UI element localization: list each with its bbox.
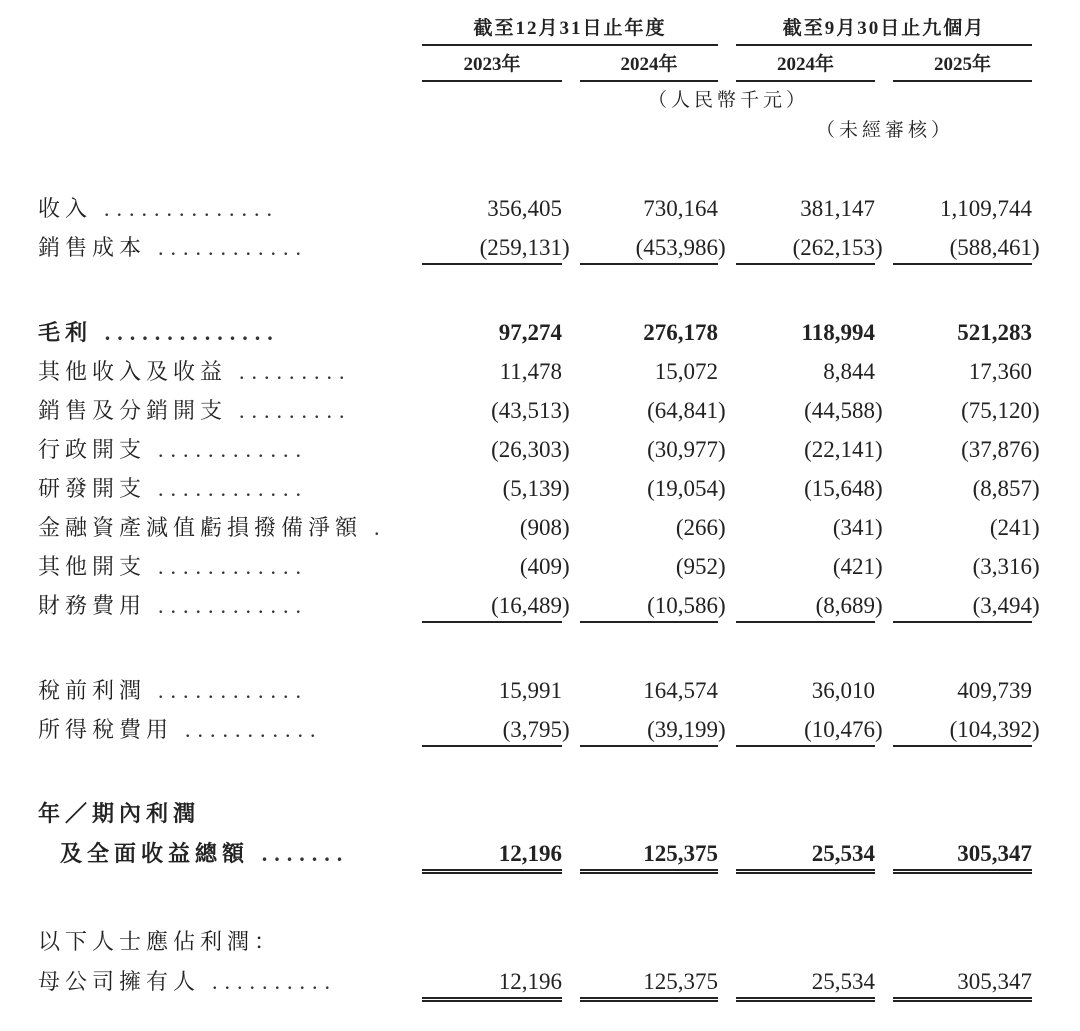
value-2024-full: 164,574 <box>643 678 718 703</box>
value-2023: 97,274 <box>498 320 562 345</box>
value-2024-9m: (22,141 <box>804 437 875 462</box>
value-2024-9m: (262,153 <box>736 233 875 265</box>
value-2023: 15,991 <box>498 678 562 703</box>
value-2024-full: (952 <box>675 554 718 579</box>
table-row-attributable-heading <box>0 928 1080 962</box>
table-row-rnd-expenses <box>0 474 1080 508</box>
close-paren: ) <box>718 593 726 618</box>
value-2025-9m: (37,876 <box>961 437 1032 462</box>
table-row-other-expenses <box>0 552 1080 586</box>
value-2024-full: (19,054 <box>647 476 718 501</box>
row-label: 行政開支 ............ <box>38 437 309 463</box>
value-2025-9m: (104,392 <box>893 715 1032 747</box>
value-2025-9m: 305,347 <box>893 967 1032 1002</box>
close-paren: ) <box>718 476 726 501</box>
close-paren: ) <box>875 235 883 260</box>
value-2023: 11,478 <box>499 359 562 384</box>
value-2024-9m: (421 <box>832 554 875 579</box>
value-2024-full: (30,977 <box>647 437 718 462</box>
unaudited-note: （未經審核） <box>816 120 955 141</box>
value-2024-full: 730,164 <box>643 196 718 221</box>
table-row-total-comprehensive-income <box>0 839 1080 873</box>
value-2025-9m: 409,739 <box>957 678 1032 703</box>
close-paren: ) <box>562 717 570 742</box>
value-2024-9m: (44,588 <box>804 398 875 423</box>
header-year-2024-full: 2024年 <box>580 54 718 82</box>
row-label: 財務費用 ............ <box>38 593 309 619</box>
value-2024-9m: (8,689 <box>736 591 875 623</box>
close-paren: ) <box>562 235 570 260</box>
table-row-revenue <box>0 194 1080 228</box>
row-label: 其他收入及收益 ......... <box>38 359 352 385</box>
row-label: 其他開支 ............ <box>38 554 309 580</box>
header-year-2024-9m: 2024年 <box>736 54 875 82</box>
table-row-income-tax <box>0 715 1080 749</box>
value-2024-full: (453,986 <box>580 233 718 265</box>
close-paren: ) <box>718 515 726 540</box>
table-row-other-income <box>0 357 1080 391</box>
value-2023: 356,405 <box>487 196 562 221</box>
close-paren: ) <box>1032 437 1040 462</box>
value-2023: (259,131 <box>422 233 562 265</box>
header-year-2025-9m: 2025年 <box>893 54 1032 82</box>
value-2024-9m: 36,010 <box>811 678 875 703</box>
value-2023: (3,795 <box>422 715 562 747</box>
close-paren: ) <box>1032 398 1040 423</box>
close-paren: ) <box>875 476 883 501</box>
row-label: 研發開支 ............ <box>38 476 309 502</box>
value-2023: (43,513 <box>491 398 562 423</box>
close-paren: ) <box>1032 717 1040 742</box>
value-2025-9m: (3,494 <box>893 591 1032 623</box>
row-label: 銷售及分銷開支 ......... <box>38 398 352 424</box>
value-2024-full: 125,375 <box>580 967 718 1002</box>
value-2024-full: (39,199 <box>580 715 718 747</box>
close-paren: ) <box>875 398 883 423</box>
value-2024-9m: (341 <box>832 515 875 540</box>
table-row-owners-of-parent <box>0 967 1080 1001</box>
close-paren: ) <box>718 554 726 579</box>
value-2023: (908 <box>519 515 562 540</box>
value-2025-9m: 305,347 <box>893 839 1032 874</box>
value-2024-9m: (15,648 <box>804 476 875 501</box>
value-2023: (26,303 <box>491 437 562 462</box>
value-2024-9m: 25,534 <box>736 967 875 1002</box>
header-year-2023: 2023年 <box>422 54 562 82</box>
currency-note: （人民幣千元） <box>648 90 810 111</box>
close-paren: ) <box>718 437 726 462</box>
row-label: 母公司擁有人 .......... <box>38 969 338 995</box>
close-paren: ) <box>562 554 570 579</box>
close-paren: ) <box>875 515 883 540</box>
value-2024-9m: 8,844 <box>823 359 875 384</box>
row-label: 以下人士應佔利潤： <box>38 930 282 955</box>
close-paren: ) <box>875 593 883 618</box>
value-2024-9m: 25,534 <box>736 839 875 874</box>
close-paren: ) <box>562 515 570 540</box>
table-row-selling-distribution <box>0 396 1080 430</box>
value-2023: (16,489 <box>422 591 562 623</box>
row-label: 毛利 .............. <box>38 320 280 346</box>
close-paren: ) <box>1032 593 1040 618</box>
value-2023: (409 <box>519 554 562 579</box>
header-full-year-group: 截至12月31日止年度 <box>422 18 718 46</box>
table-row-profit-heading <box>0 800 1080 834</box>
row-label: 收入 .............. <box>38 196 280 222</box>
row-label: 所得稅費用 ........... <box>38 717 323 743</box>
value-2024-9m: 381,147 <box>800 196 875 221</box>
close-paren: ) <box>562 398 570 423</box>
value-2023: 12,196 <box>422 839 562 874</box>
close-paren: ) <box>1032 554 1040 579</box>
value-2025-9m: (241 <box>989 515 1032 540</box>
value-2024-9m: (10,476 <box>736 715 875 747</box>
row-label: 銷售成本 ............ <box>38 235 309 261</box>
close-paren: ) <box>562 437 570 462</box>
close-paren: ) <box>718 235 726 260</box>
close-paren: ) <box>875 437 883 462</box>
close-paren: ) <box>875 717 883 742</box>
value-2024-9m: 118,994 <box>801 320 875 345</box>
value-2025-9m: 521,283 <box>957 320 1032 345</box>
close-paren: ) <box>562 476 570 501</box>
value-2025-9m: 1,109,744 <box>940 196 1032 221</box>
value-2024-full: (64,841 <box>647 398 718 423</box>
value-2024-full: (266 <box>675 515 718 540</box>
value-2023: (5,139 <box>502 476 562 501</box>
table-row-gross-profit <box>0 318 1080 352</box>
close-paren: ) <box>718 717 726 742</box>
close-paren: ) <box>1032 515 1040 540</box>
table-row-profit-before-tax <box>0 676 1080 710</box>
row-label: 金融資產減值虧損撥備淨額 . <box>38 515 387 541</box>
value-2024-full: (10,586 <box>580 591 718 623</box>
value-2025-9m: (75,120 <box>961 398 1032 423</box>
value-2024-full: 125,375 <box>580 839 718 874</box>
close-paren: ) <box>718 398 726 423</box>
table-row-finance-costs <box>0 591 1080 625</box>
row-label: 及全面收益總額 ....... <box>60 841 350 867</box>
table-row-cost-of-sales <box>0 233 1080 267</box>
value-2024-full: 15,072 <box>654 359 718 384</box>
value-2025-9m: (588,461 <box>893 233 1032 265</box>
value-2025-9m: 17,360 <box>968 359 1032 384</box>
row-label: 稅前利潤 ............ <box>38 678 309 704</box>
table-row-impairment-losses <box>0 513 1080 547</box>
table-row-admin-expenses <box>0 435 1080 469</box>
header-nine-months-group: 截至9月30日止九個月 <box>736 18 1032 46</box>
close-paren: ) <box>562 593 570 618</box>
value-2025-9m: (3,316 <box>972 554 1032 579</box>
value-2023: 12,196 <box>422 967 562 1002</box>
close-paren: ) <box>875 554 883 579</box>
close-paren: ) <box>1032 235 1040 260</box>
value-2024-full: 276,178 <box>643 320 718 345</box>
close-paren: ) <box>1032 476 1040 501</box>
value-2025-9m: (8,857 <box>972 476 1032 501</box>
row-label: 年／期內利潤 <box>38 802 201 827</box>
